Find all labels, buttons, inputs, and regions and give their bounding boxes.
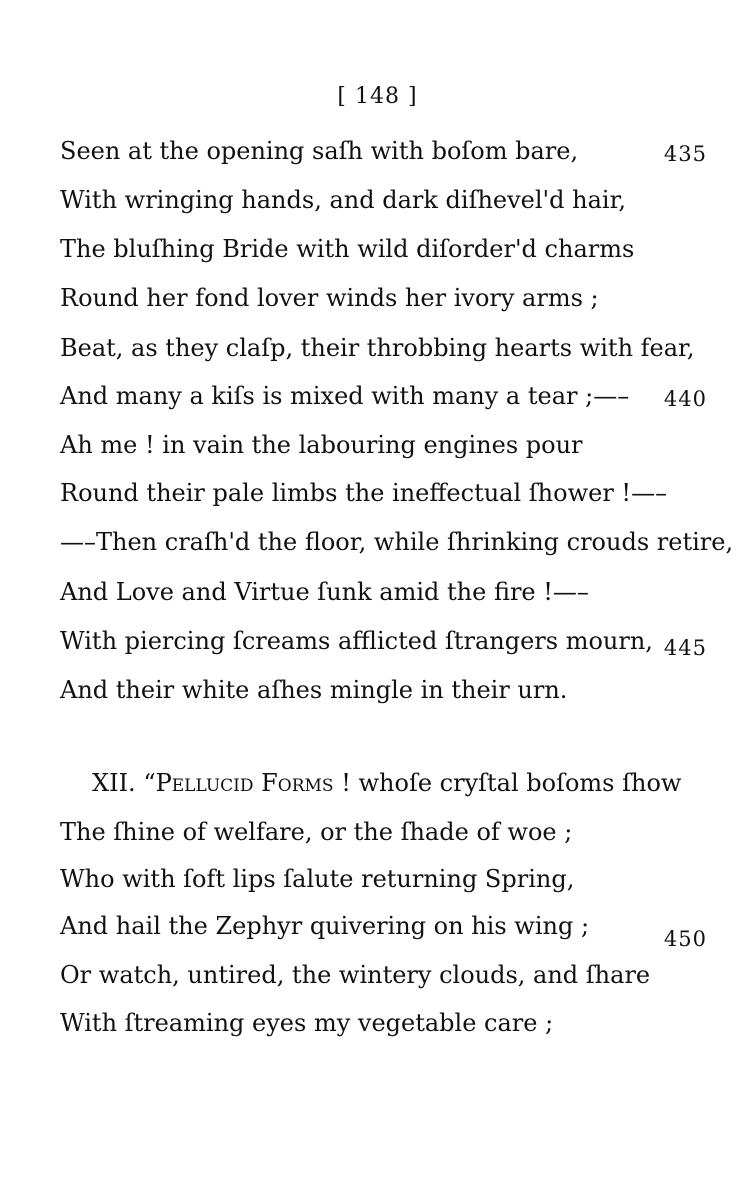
verse-line: With wringing hands, and dark diſhevel'd hair, xyxy=(60,186,627,214)
quote-mark: “ xyxy=(143,769,156,797)
verse-line: With ſtreaming eyes my vegetable care ; xyxy=(60,1009,554,1037)
verse-line: Round their pale limbs the ineffectual ſhower !—– xyxy=(60,479,668,507)
line-number: 450 xyxy=(663,927,707,951)
verse-line: The bluſhing Bride with wild diſorder'd charms xyxy=(60,235,635,263)
stanza-title: Pellucid Forms xyxy=(155,769,334,797)
verse-line: Beat, as they claſp, their throbbing hearts with fear, xyxy=(60,334,695,362)
verse-line-rest: ! whoſe cryſtal boſoms ſhow xyxy=(341,769,682,797)
page-number: [ 148 ] xyxy=(337,84,418,109)
stanza-first-line xyxy=(92,771,681,795)
verse-line: Seen at the opening saſh with boſom bare, xyxy=(60,137,579,165)
verse-line: Or watch, untired, the wintery clouds, and ſhare xyxy=(60,961,651,989)
verse-line: And many a kiſs is mixed with many a tear ;—– xyxy=(60,382,630,410)
verse-line: With piercing ſcreams afflicted ſtrangers mourn, xyxy=(60,627,653,655)
stanza-label: XII. xyxy=(92,769,136,797)
line-number: 440 xyxy=(663,387,707,411)
line-number: 445 xyxy=(663,636,707,660)
verse-line: And Love and Virtue ſunk amid the fire !—– xyxy=(60,578,589,606)
verse-line: And hail the Zephyr quivering on his wing ; xyxy=(60,912,590,940)
verse-line: And their white aſhes mingle in their urn. xyxy=(60,676,568,704)
verse-line: —–Then craſh'd the floor, while ſhrinking crouds retire, xyxy=(60,528,734,556)
verse-line: Round her fond lover winds her ivory arms ; xyxy=(60,284,599,312)
verse-line: The ſhine of welfare, or the ſhade of woe ; xyxy=(60,818,573,846)
verse-line: Who with ſoft lips ſalute returning Spring, xyxy=(60,865,575,893)
verse-line: Ah me ! in vain the labouring engines pour xyxy=(60,431,583,459)
line-number: 435 xyxy=(663,142,707,166)
